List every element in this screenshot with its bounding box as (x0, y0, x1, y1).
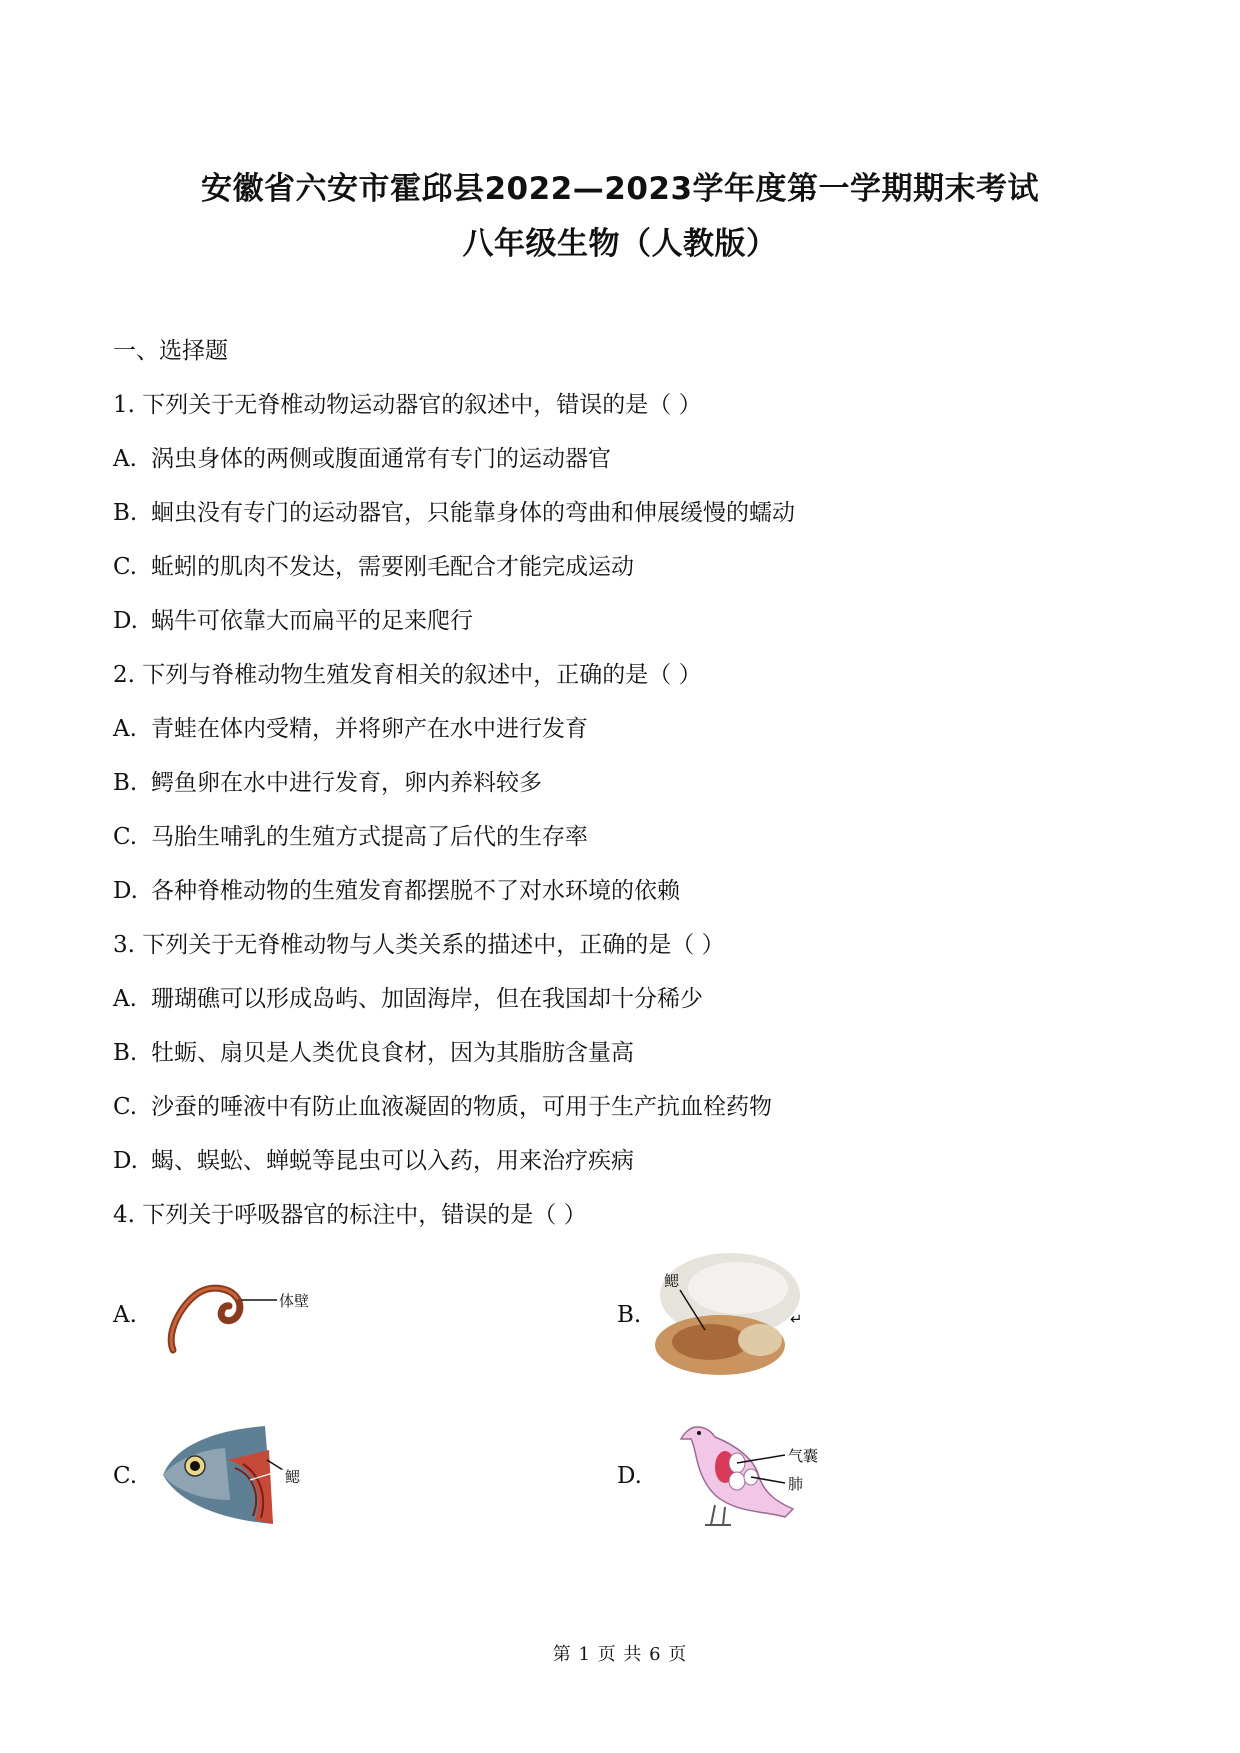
question-3-option-c: C. 沙蚕的唾液中有防止血液凝固的物质，可用于生产抗血栓药物 (113, 1094, 772, 1120)
question-3-stem: 3. 下列关于无脊椎动物与人类关系的描述中，正确的是（ ） (113, 932, 725, 958)
exam-subtitle: 八年级生物（人教版） (462, 226, 778, 262)
page-footer: 第 1 页 共 6 页 (552, 1644, 688, 1665)
fish-head-figure (155, 1420, 325, 1530)
earthworm-figure (165, 1280, 330, 1360)
option-b-label: B. (617, 1302, 642, 1328)
question-4-stem: 4. 下列关于呼吸器官的标注中，错误的是（ ） (113, 1202, 587, 1228)
section-heading: 一、选择题 (113, 338, 228, 364)
option-c-label: C. (113, 1463, 138, 1489)
question-1-option-b: B. 蛔虫没有专门的运动器官，只能靠身体的弯曲和伸展缓慢的蠕动 (113, 500, 795, 526)
question-2-option-d: D. 各种脊椎动物的生殖发育都摆脱不了对水环境的依赖 (113, 878, 680, 904)
bird-figure (675, 1415, 835, 1535)
question-1-option-a: A. 涡虫身体的两侧或腹面通常有专门的运动器官 (113, 446, 611, 472)
fish-label: 鳃 (285, 1468, 301, 1486)
question-3-option-a: A. 珊瑚礁可以形成岛屿、加固海岸，但在我国却十分稀少 (113, 986, 703, 1012)
clam-return-mark: ↵ (790, 1310, 803, 1328)
clam-label: 鳃 (664, 1272, 680, 1290)
clam-figure (650, 1250, 820, 1380)
question-2-option-c: C. 马胎生哺乳的生殖方式提高了后代的生存率 (113, 824, 588, 850)
question-2-option-a: A. 青蛙在体内受精，并将卵产在水中进行发育 (113, 716, 588, 742)
question-3-option-d: D. 蝎、蜈蚣、蝉蜕等昆虫可以入药，用来治疗疾病 (113, 1148, 634, 1174)
question-3-option-b: B. 牡蛎、扇贝是人类优良食材，因为其脂肪含量高 (113, 1040, 634, 1066)
option-a-label: A. (113, 1302, 137, 1328)
exam-title: 安徽省六安市霍邱县2022—2023学年度第一学期期末考试 (200, 171, 1040, 207)
bird-airsac-label: 气囊 (788, 1447, 819, 1465)
question-1-stem: 1. 下列关于无脊椎动物运动器官的叙述中，错误的是（ ） (113, 392, 702, 418)
question-2-stem: 2. 下列与脊椎动物生殖发育相关的叙述中，正确的是（ ） (113, 662, 702, 688)
earthworm-label: 体壁 (279, 1292, 310, 1310)
question-2-option-b: B. 鳄鱼卵在水中进行发育，卵内养料较多 (113, 770, 542, 796)
bird-lung-label: 肺 (788, 1475, 804, 1493)
option-d-label: D. (617, 1463, 642, 1489)
question-1-option-d: D. 蜗牛可依靠大而扁平的足来爬行 (113, 608, 473, 634)
question-1-option-c: C. 蚯蚓的肌肉不发达，需要刚毛配合才能完成运动 (113, 554, 634, 580)
